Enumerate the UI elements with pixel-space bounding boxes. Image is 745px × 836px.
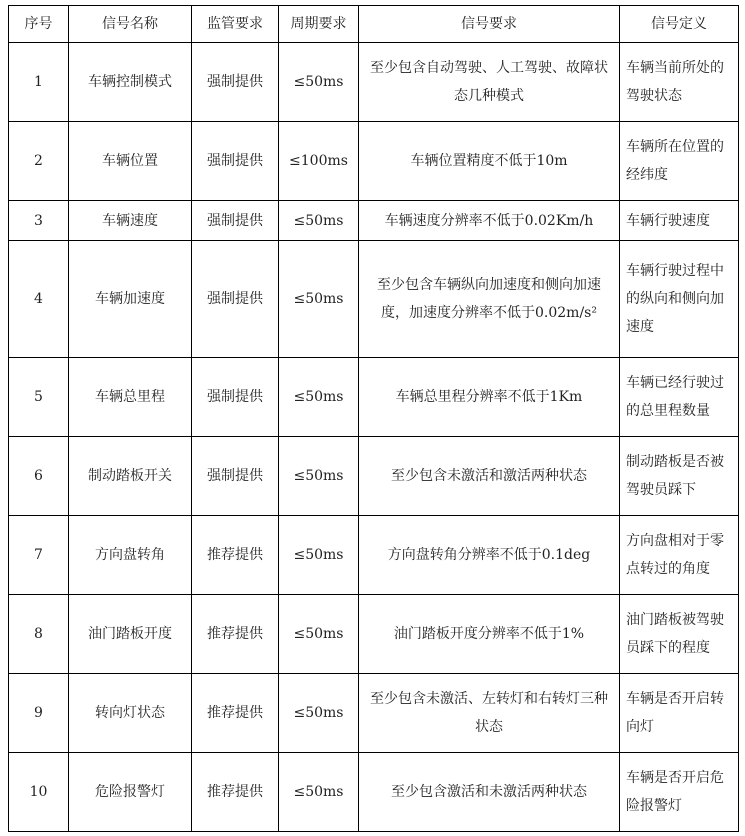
- header-definition: 信号定义: [620, 6, 739, 43]
- cell-no: 4: [9, 241, 69, 358]
- header-period: 周期要求: [279, 6, 359, 43]
- cell-no: 7: [9, 516, 69, 595]
- cell-regulatory: 推荐提供: [192, 595, 279, 674]
- cell-no: 10: [9, 753, 69, 832]
- cell-requirement: 油门踏板开度分辨率不低于1%: [359, 595, 620, 674]
- cell-no: 5: [9, 358, 69, 437]
- table-row: [9, 437, 739, 516]
- cell-signal-name: 车辆速度: [69, 201, 192, 241]
- table-row: [9, 358, 739, 437]
- cell-period: ≤50ms: [279, 595, 359, 674]
- cell-definition: 车辆是否开启转向灯: [620, 674, 739, 753]
- cell-regulatory: 强制提供: [192, 201, 279, 241]
- cell-signal-name: 车辆加速度: [69, 241, 192, 358]
- cell-period: ≤50ms: [279, 43, 359, 122]
- cell-no: 3: [9, 201, 69, 241]
- cell-regulatory: 强制提供: [192, 43, 279, 122]
- cell-definition: 车辆所在位置的经纬度: [620, 122, 739, 201]
- cell-signal-name: 制动踏板开关: [69, 437, 192, 516]
- cell-no: 6: [9, 437, 69, 516]
- table-row: [9, 516, 739, 595]
- cell-requirement: 车辆总里程分辨率不低于1Km: [359, 358, 620, 437]
- cell-signal-name: 车辆控制模式: [69, 43, 192, 122]
- header-regulatory: 监管要求: [192, 6, 279, 43]
- cell-no: 8: [9, 595, 69, 674]
- cell-period: ≤50ms: [279, 241, 359, 358]
- table-row: [9, 753, 739, 832]
- signal-spec-table: [8, 5, 739, 832]
- document-page: [8, 5, 739, 832]
- cell-requirement: 至少包含未激活、左转灯和右转灯三种状态: [359, 674, 620, 753]
- cell-definition: 车辆当前所处的驾驶状态: [620, 43, 739, 122]
- cell-regulatory: 强制提供: [192, 241, 279, 358]
- table-row: [9, 201, 739, 241]
- header-requirement: 信号要求: [359, 6, 620, 43]
- cell-regulatory: 推荐提供: [192, 674, 279, 753]
- cell-definition: 制动踏板是否被驾驶员踩下: [620, 437, 739, 516]
- cell-period: ≤50ms: [279, 674, 359, 753]
- cell-regulatory: 强制提供: [192, 437, 279, 516]
- cell-period: ≤100ms: [279, 122, 359, 201]
- cell-period: ≤50ms: [279, 201, 359, 241]
- cell-signal-name: 危险报警灯: [69, 753, 192, 832]
- cell-period: ≤50ms: [279, 516, 359, 595]
- cell-requirement: 方向盘转角分辨率不低于0.1deg: [359, 516, 620, 595]
- cell-signal-name: 车辆总里程: [69, 358, 192, 437]
- cell-period: ≤50ms: [279, 753, 359, 832]
- cell-regulatory: 推荐提供: [192, 753, 279, 832]
- cell-definition: 车辆已经行驶过的总里程数量: [620, 358, 739, 437]
- cell-definition: 车辆行驶过程中的纵向和侧向加速度: [620, 241, 739, 358]
- cell-no: 2: [9, 122, 69, 201]
- table-row: [9, 674, 739, 753]
- cell-definition: 车辆行驶速度: [620, 201, 739, 241]
- cell-period: ≤50ms: [279, 437, 359, 516]
- cell-requirement: 至少包含自动驾驶、人工驾驶、故障状态几种模式: [359, 43, 620, 122]
- table-row: [9, 595, 739, 674]
- cell-requirement: 至少包含车辆纵向加速度和侧向加速度，加速度分辨率不低于0.02m/s²: [359, 241, 620, 358]
- cell-regulatory: 推荐提供: [192, 516, 279, 595]
- cell-definition: 车辆是否开启危险报警灯: [620, 753, 739, 832]
- cell-signal-name: 油门踏板开度: [69, 595, 192, 674]
- cell-definition: 油门踏板被驾驶员踩下的程度: [620, 595, 739, 674]
- cell-requirement: 至少包含未激活和激活两种状态: [359, 437, 620, 516]
- table-row: [9, 43, 739, 122]
- cell-signal-name: 转向灯状态: [69, 674, 192, 753]
- cell-requirement: 车辆速度分辨率不低于0.02Km/h: [359, 201, 620, 241]
- cell-requirement: 至少包含激活和未激活两种状态: [359, 753, 620, 832]
- cell-period: ≤50ms: [279, 358, 359, 437]
- cell-no: 9: [9, 674, 69, 753]
- table-row: [9, 122, 739, 201]
- header-signal-name: 信号名称: [69, 6, 192, 43]
- cell-signal-name: 车辆位置: [69, 122, 192, 201]
- header-no: 序号: [9, 6, 69, 43]
- cell-definition: 方向盘相对于零点转过的角度: [620, 516, 739, 595]
- cell-regulatory: 强制提供: [192, 358, 279, 437]
- table-row: [9, 241, 739, 358]
- cell-signal-name: 方向盘转角: [69, 516, 192, 595]
- table-header-row: [9, 6, 739, 43]
- cell-requirement: 车辆位置精度不低于10m: [359, 122, 620, 201]
- cell-no: 1: [9, 43, 69, 122]
- cell-regulatory: 强制提供: [192, 122, 279, 201]
